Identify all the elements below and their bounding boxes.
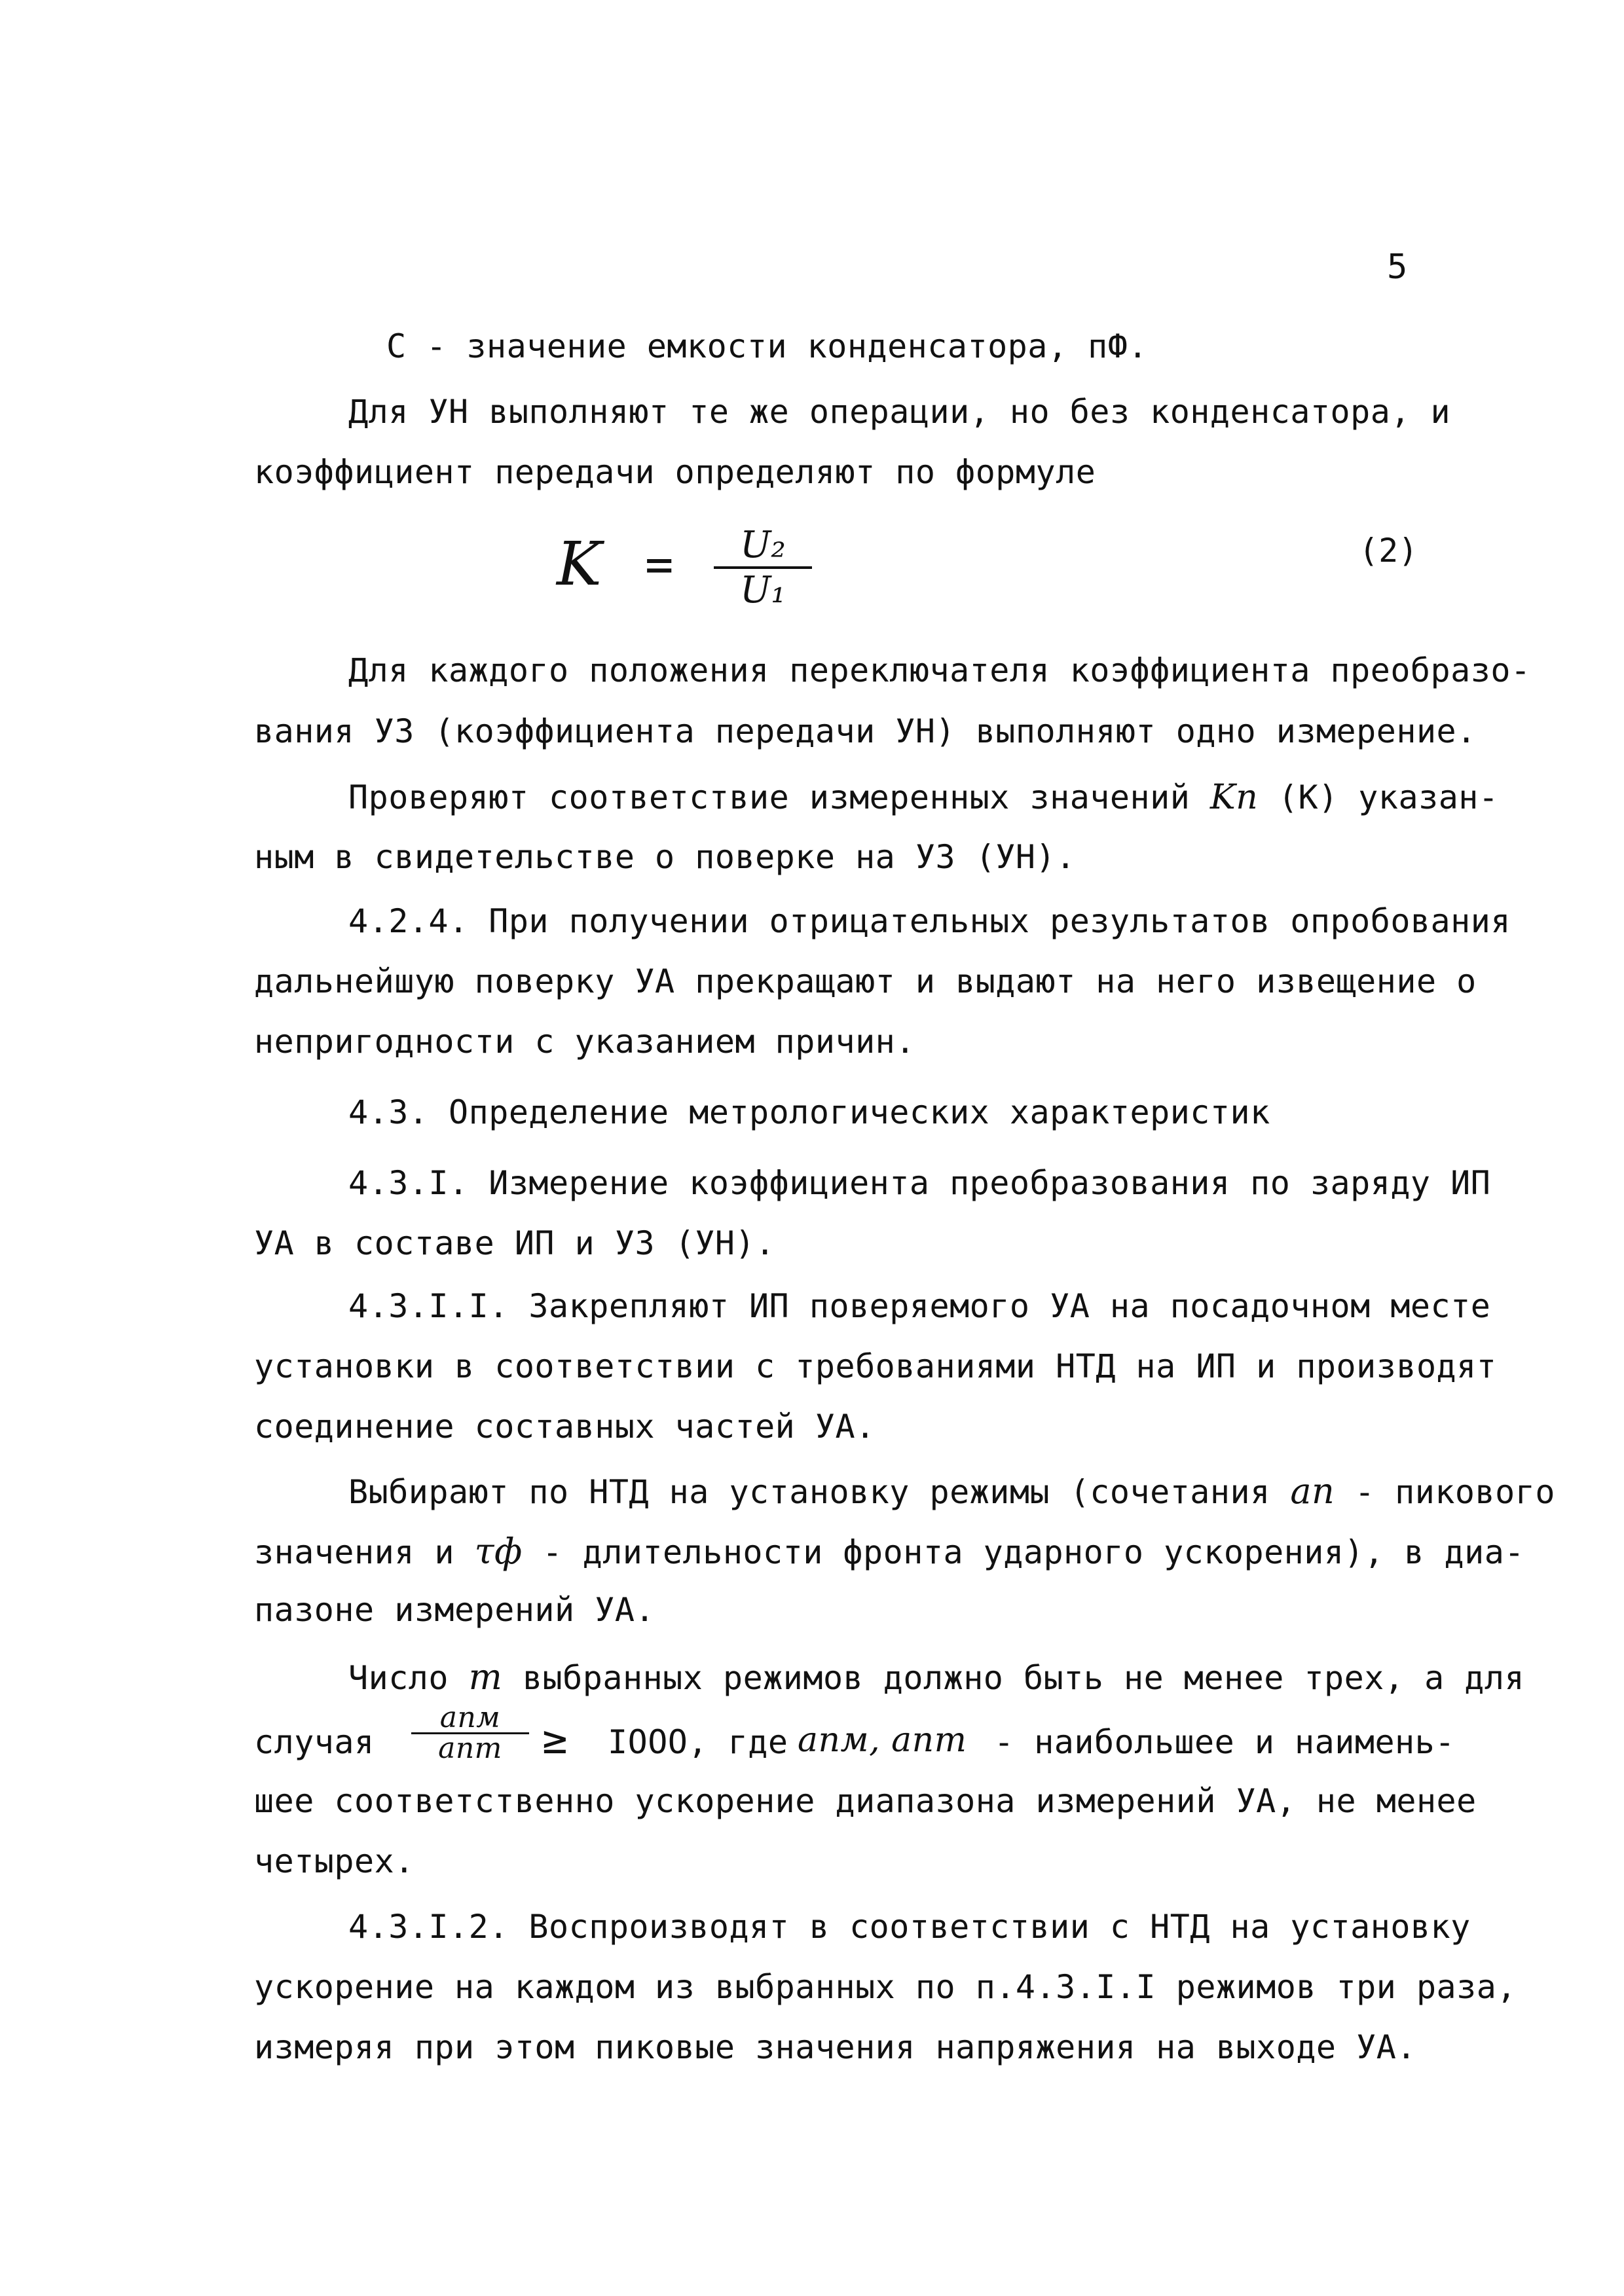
text-segment: Выбирают по НТД на установку режимы (сочетания: [348, 1473, 1270, 1511]
text-line: непригодности с указанием причин.: [254, 1023, 915, 1061]
page-number: 5: [1387, 247, 1408, 287]
text-line: ускорение на каждом из выбранных по п.4.3.I.I режимов три раза,: [254, 1968, 1517, 2006]
formula-numerator: U₂: [740, 524, 786, 566]
ratio-fraction: [411, 1701, 529, 1765]
text-line: Для каждого положения переключателя коэффициента преобразо-: [348, 651, 1531, 689]
formula-equals: =: [645, 537, 674, 592]
text-line: соединение составных частей УА.: [254, 1408, 876, 1446]
ratio-numerator: aпм: [439, 1701, 501, 1734]
text-line: 4.3.I.2. Воспроизводят в соответствии с НТД на установку: [348, 1908, 1471, 1946]
text-segment: - наибольшее и наимень-: [994, 1723, 1455, 1761]
text-segment: - длительности фронта ударного ускорения), в диа-: [542, 1533, 1524, 1571]
text-line: Для УН выполняют те же операции, но без конденсатора, и: [348, 393, 1451, 431]
formula-number: (2): [1359, 532, 1418, 570]
text-line: C - значение емкости конденсатора, пФ.: [386, 327, 1148, 365]
text-line: [348, 1656, 1524, 1698]
text-line: вания УЗ (коэффициента передачи УН) выполняют одно измерение.: [254, 712, 1477, 750]
text-segment: Число: [348, 1659, 449, 1697]
formula-lhs: K: [557, 529, 602, 599]
text-line: ным в свидетельстве о поверке на УЗ (УН).: [254, 838, 1076, 876]
text-line: [254, 1531, 1524, 1572]
text-line: [348, 1470, 1555, 1512]
text-segment: IOOO, где: [608, 1723, 788, 1761]
text-segment: случая: [254, 1723, 375, 1761]
text-line: дальнейшую поверку УА прекращают и выдают на него извещение о: [254, 962, 1477, 1000]
ratio-denominator: aпm: [438, 1732, 502, 1765]
text-line: 4.2.4. При получении отрицательных результатов опробования: [348, 902, 1511, 940]
symbol-anm-pair: aпм, aпm: [798, 1721, 967, 1760]
symbol-an: aп: [1290, 1470, 1335, 1512]
text-line: 4.3.I.I. Закрепляют ИП поверяемого УА на посадочном месте: [348, 1287, 1491, 1325]
formula-denominator: U₁: [740, 569, 786, 611]
symbol-tau: τф: [474, 1531, 523, 1572]
symbol-m: m: [468, 1656, 503, 1698]
formula-2: [550, 524, 1467, 615]
text-line: установки в соответствии с требованиями НТД на ИП и производят: [254, 1347, 1497, 1385]
text-segment: Проверяют соответствие измеренных значений: [348, 778, 1190, 816]
text-line: 4.3.I. Измерение коэффициента преобразования по заряду ИП: [348, 1164, 1491, 1202]
text-line: измеряя при этом пиковые значения напряжения на выходе УА.: [254, 2028, 1416, 2066]
section-heading: 4.3. Определение метрологических характеристик: [348, 1093, 1270, 1131]
text-line: [348, 778, 1499, 817]
symbol-kn: Kп: [1209, 778, 1259, 817]
text-segment: (К) указан-: [1278, 778, 1499, 816]
text-line: шее соответственно ускорение диапазона измерений УА, не менее: [254, 1782, 1477, 1820]
text-line: УА в составе ИП и УЗ (УН).: [254, 1224, 775, 1262]
formula-fraction: [714, 524, 812, 611]
text-line: четырех.: [254, 1842, 415, 1880]
text-segment: значения и: [254, 1533, 455, 1571]
geq-symbol: ≥: [542, 1715, 568, 1764]
text-segment: - пикового: [1354, 1473, 1555, 1511]
text-line: коэффициент передачи определяют по формуле: [254, 453, 1096, 491]
text-line: пазоне измерений УА.: [254, 1591, 655, 1629]
text-segment: выбранных режимов должно быть не менее трех, а для: [522, 1659, 1525, 1697]
